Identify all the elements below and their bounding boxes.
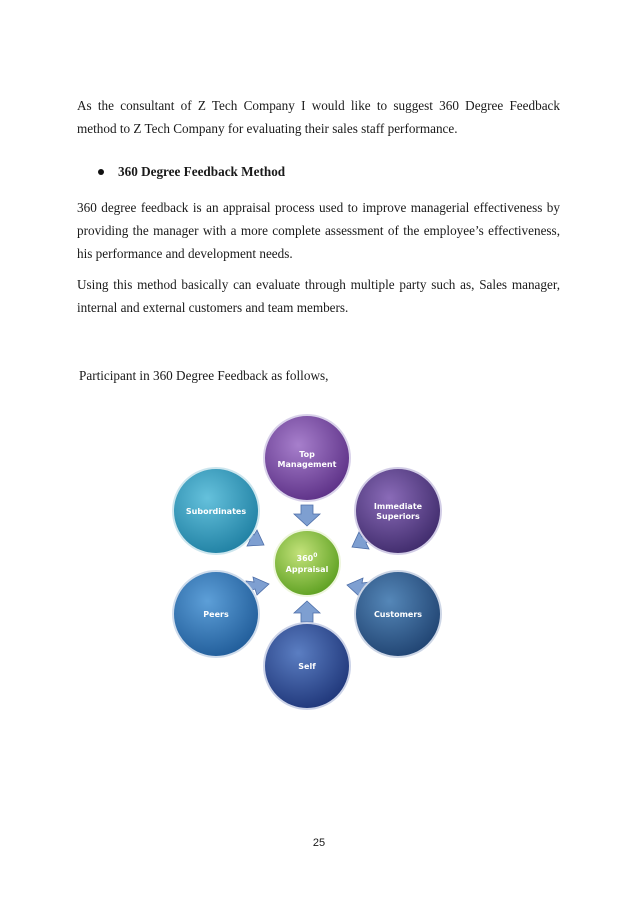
node-top-management: [264, 415, 350, 501]
intro-paragraph: As the consultant of Z Tech Company I would like to suggest 360 Degree Feedback method to Z Tech Company for evaluating their sales staff performance.: [77, 98, 560, 136]
svg-text:Immediate: Immediate: [373, 502, 423, 511]
node-peers: [173, 571, 259, 657]
svg-text:Peers: Peers: [203, 610, 229, 619]
svg-text:3600: $360^0$: [296, 552, 318, 563]
arrow-self: [294, 601, 320, 622]
svg-text:Superiors: Superiors: [376, 512, 420, 521]
page-number: 25: [312, 837, 326, 849]
node-self: [264, 623, 350, 709]
node-immediate-superiors: [355, 468, 441, 554]
arrow-top: [294, 505, 320, 526]
bullet-heading-text: 360 Degree Feedback Method: [118, 164, 286, 179]
svg-text:Management: Management: [277, 460, 337, 469]
svg-text:Customers: Customers: [373, 610, 423, 619]
svg-text:Appraisal: Appraisal: [285, 565, 329, 574]
bullet-heading: [98, 164, 285, 180]
participant-intro: Participant in 360 Degree Feedback as follows,: [79, 368, 329, 383]
node-center-appraisal: [274, 530, 340, 596]
feedback-diagram: [162, 410, 452, 710]
svg-text:Subordinates: Subordinates: [185, 507, 247, 516]
svg-text:Self: Self: [298, 662, 316, 671]
svg-text:Top: Top: [299, 450, 315, 459]
node-customers: [355, 571, 441, 657]
bullet-icon: [98, 169, 104, 175]
method-paragraph: Using this method basically can evaluate through multiple party such as, Sales manager, internal and external customers and team members.: [77, 277, 560, 315]
node-subordinates: [173, 468, 259, 554]
definition-paragraph: 360 degree feedback is an appraisal process used to improve managerial effectiveness by providing the manager with a more complete assessment of the employee’s effectiveness, his performance and development needs.: [77, 200, 560, 261]
